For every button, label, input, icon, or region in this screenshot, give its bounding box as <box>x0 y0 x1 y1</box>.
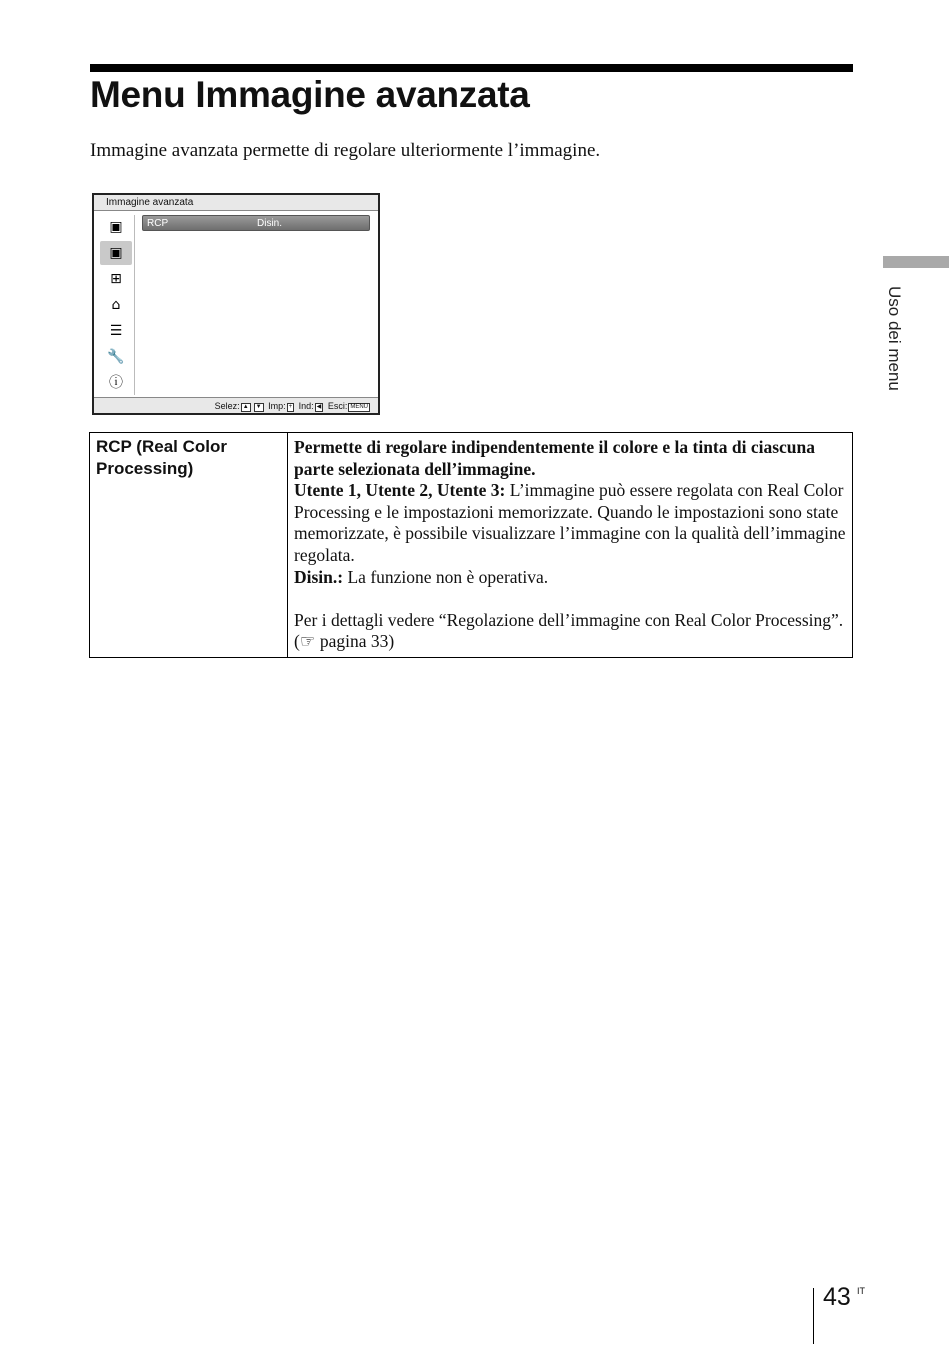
user-option-text: L’immagine può essere regolata con Real Color Processing e le impostazioni memorizzate. Quando le impostazioni sono state memorizzate, è possibile visualizzare l’immagine con la qualità dell’immagine regolata. <box>294 480 846 565</box>
off-option-description <box>294 567 846 589</box>
paragraph-gap <box>294 588 846 610</box>
page-number-rule <box>813 1288 814 1344</box>
down-arrow-key-icon: ▼ <box>255 404 262 410</box>
osd-exit-label: Esci: <box>327 401 348 411</box>
title-rule <box>90 64 853 72</box>
osd-set-label: Imp: <box>268 401 286 411</box>
osd-menu-screenshot <box>92 193 380 415</box>
information-icon[interactable]: ⓘ <box>109 375 123 391</box>
setting-term: RCP (Real Color Processing) <box>90 433 288 658</box>
user-option-description <box>294 480 846 566</box>
table-row <box>90 433 853 658</box>
user-option-label: Utente 1, Utente 2, Utente 3: <box>294 480 506 501</box>
osd-select-label: Selez: <box>214 401 240 411</box>
osd-back-label: Ind: <box>298 401 314 411</box>
osd-rcp-label: RCP <box>147 218 169 229</box>
setting-description-table <box>89 432 853 658</box>
osd-rcp-row[interactable] <box>142 215 370 231</box>
setup-icon[interactable]: ⌂ <box>111 297 121 313</box>
section-tab-bar <box>883 256 949 268</box>
off-option-text: La funzione non è operativa. <box>343 566 549 587</box>
osd-menu-footer <box>94 397 378 413</box>
description-intro: Permette di regolare indipendentemente il colore e la tinta di ciascuna parte selezionata dell’immagine. <box>294 437 816 479</box>
detail-reference <box>294 610 846 653</box>
menu-key-icon: MENU <box>350 404 368 410</box>
screen-icon[interactable]: ⊞ <box>110 271 122 287</box>
page-title: Menu Immagine avanzata <box>90 74 530 115</box>
page-number: 43 <box>823 1283 851 1311</box>
picture-icon[interactable]: ▣ <box>109 219 123 235</box>
osd-rcp-value: Disin. <box>257 218 283 229</box>
page-language-suffix: IT <box>857 1286 865 1296</box>
function-icon[interactable]: ☰ <box>109 323 123 339</box>
detail-page: pagina 33) <box>315 631 395 652</box>
osd-menu-title: Immagine avanzata <box>94 195 378 211</box>
section-tab-label: Uso dei menu <box>885 286 904 391</box>
osd-menu-sidebar <box>98 215 135 395</box>
page-reference-icon: ☞ <box>299 631 316 652</box>
intro-text: Immagine avanzata permette di regolare ulteriormente l’immagine. <box>90 140 601 161</box>
enter-key-icon: + <box>288 404 293 410</box>
off-option-label: Disin.: <box>294 566 344 587</box>
detail-text: Per i dettagli vedere “Regolazione dell’immagine con Real Color Processing”. ( <box>294 609 844 652</box>
setting-description <box>288 433 853 658</box>
advanced-picture-icon[interactable]: ▣ <box>100 241 132 265</box>
up-arrow-key-icon: ▲ <box>242 404 249 410</box>
installation-icon[interactable]: 🔧 <box>107 349 125 365</box>
left-arrow-key-icon: ◀ <box>316 404 322 410</box>
